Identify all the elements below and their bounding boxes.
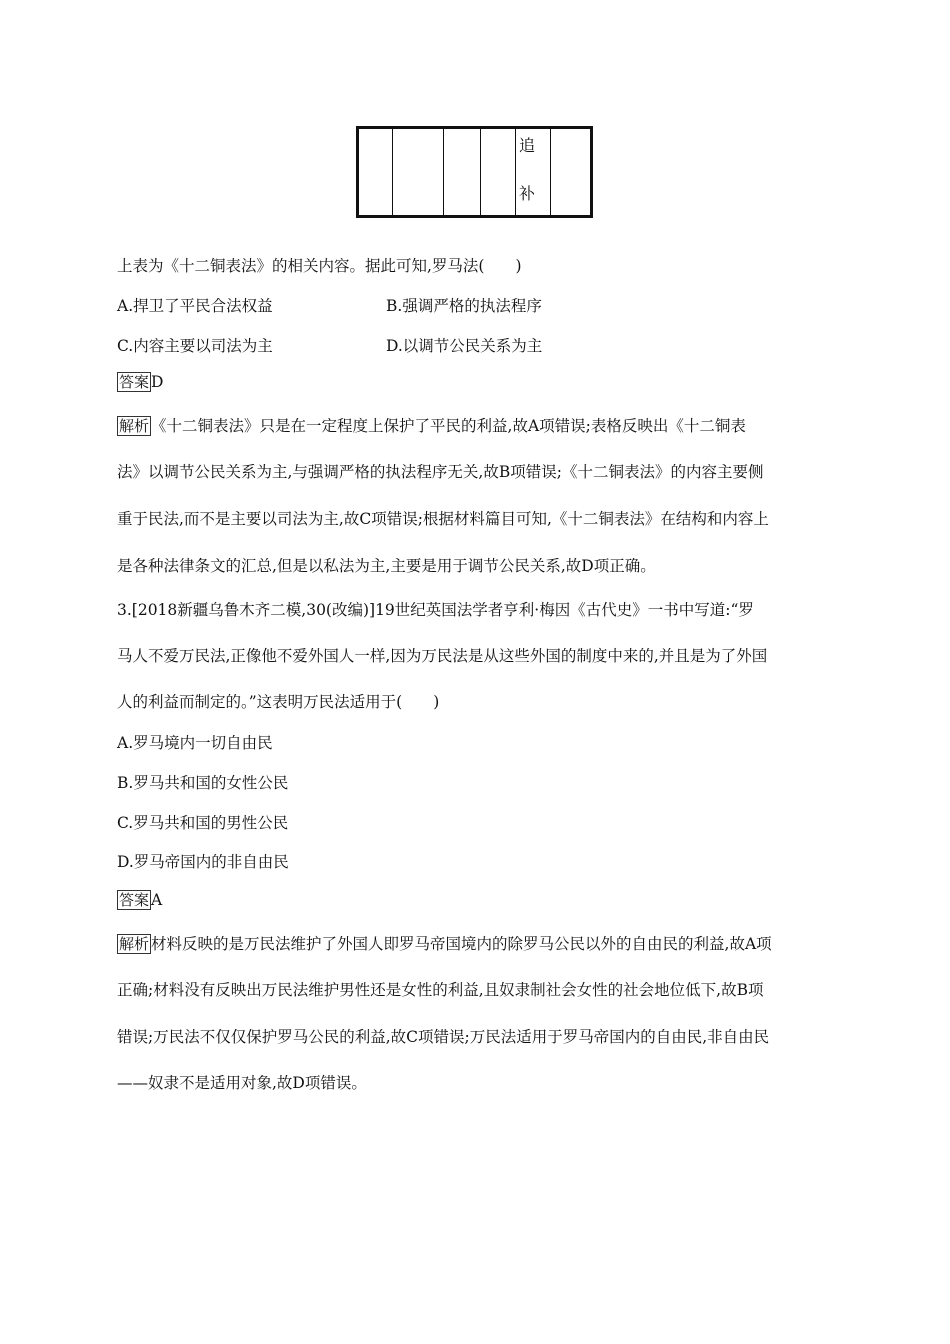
- q2-analysis-line-1: [117, 414, 746, 436]
- q2-answer: [117, 372, 163, 392]
- analysis-tag: 解析: [119, 935, 150, 953]
- answer-value: D: [151, 373, 164, 391]
- q3-stem-line-2: 马人不爱万民法,正像他不爱外国人一样,因为万民法是从这些外国的制度中来的,并且是为了外国: [117, 647, 768, 665]
- q2-option-d: D.以调节公民关系为主: [386, 337, 543, 355]
- table-divider: [392, 129, 393, 215]
- table-divider: [443, 129, 444, 215]
- q3-analysis-line-1: [117, 932, 772, 954]
- q3-option-d: D.罗马帝国内的非自由民: [117, 853, 289, 871]
- table-divider: [550, 129, 551, 215]
- q3-stem-line-1: 3.[2018新疆乌鲁木齐二模,30(改编)]19世纪英国法学者亨利·梅因《古代史》一书中写道:“罗: [117, 601, 754, 619]
- table-divider: [515, 129, 516, 215]
- q3-option-c: C.罗马共和国的男性公民: [117, 814, 289, 832]
- q3-analysis-line-4: ——奴隶不是适用对象,故D项错误。: [117, 1074, 367, 1092]
- q3-analysis-line-3: 错误;万民法不仅仅保护罗马公民的利益,故C项错误;万民法适用于罗马帝国内的自由民,非自由民: [117, 1028, 770, 1046]
- q2-analysis-line-2: 法》以调节公民关系为主,与强调严格的执法程序无关,故B项错误;《十二铜表法》的内容主要侧: [117, 463, 764, 481]
- law-table: [356, 126, 593, 218]
- answer-tag: 答案: [119, 373, 150, 391]
- analysis-tag: 解析: [119, 417, 150, 435]
- analysis-text: 《十二铜表法》只是在一定程度上保护了平民的利益,故A项错误;表格反映出《十二铜表: [151, 417, 746, 435]
- answer-tag: 答案: [119, 891, 150, 909]
- q3-option-a: A.罗马境内一切自由民: [117, 734, 273, 752]
- table-cell-char: 追: [519, 136, 536, 155]
- q2-option-a: A.捍卫了平民合法权益: [117, 297, 273, 315]
- q2-stem: 上表为《十二铜表法》的相关内容。据此可知,罗马法( ): [117, 257, 522, 275]
- q3-answer: [117, 890, 162, 910]
- analysis-text: 材料反映的是万民法维护了外国人即罗马帝国境内的除罗马公民以外的自由民的利益,故A项: [151, 935, 772, 953]
- q2-option-c: C.内容主要以司法为主: [117, 337, 273, 355]
- q2-analysis-line-3: 重于民法,而不是主要以司法为主,故C项错误;根据材料篇目可知,《十二铜表法》在结构和内容上: [117, 510, 769, 528]
- q3-option-b: B.罗马共和国的女性公民: [117, 774, 289, 792]
- table-divider: [480, 129, 481, 215]
- q3-stem-line-3: 人的利益而制定的。”这表明万民法适用于( ): [117, 693, 440, 711]
- table-cell-char: 补: [519, 184, 536, 203]
- q3-analysis-line-2: 正确;材料没有反映出万民法维护男性还是女性的利益,且奴隶制社会女性的社会地位低下,故B项: [117, 981, 764, 999]
- q2-analysis-line-4: 是各种法律条文的汇总,但是以私法为主,主要是用于调节公民关系,故D项正确。: [117, 557, 656, 575]
- answer-value: A: [151, 891, 163, 909]
- q2-option-b: B.强调严格的执法程序: [386, 297, 542, 315]
